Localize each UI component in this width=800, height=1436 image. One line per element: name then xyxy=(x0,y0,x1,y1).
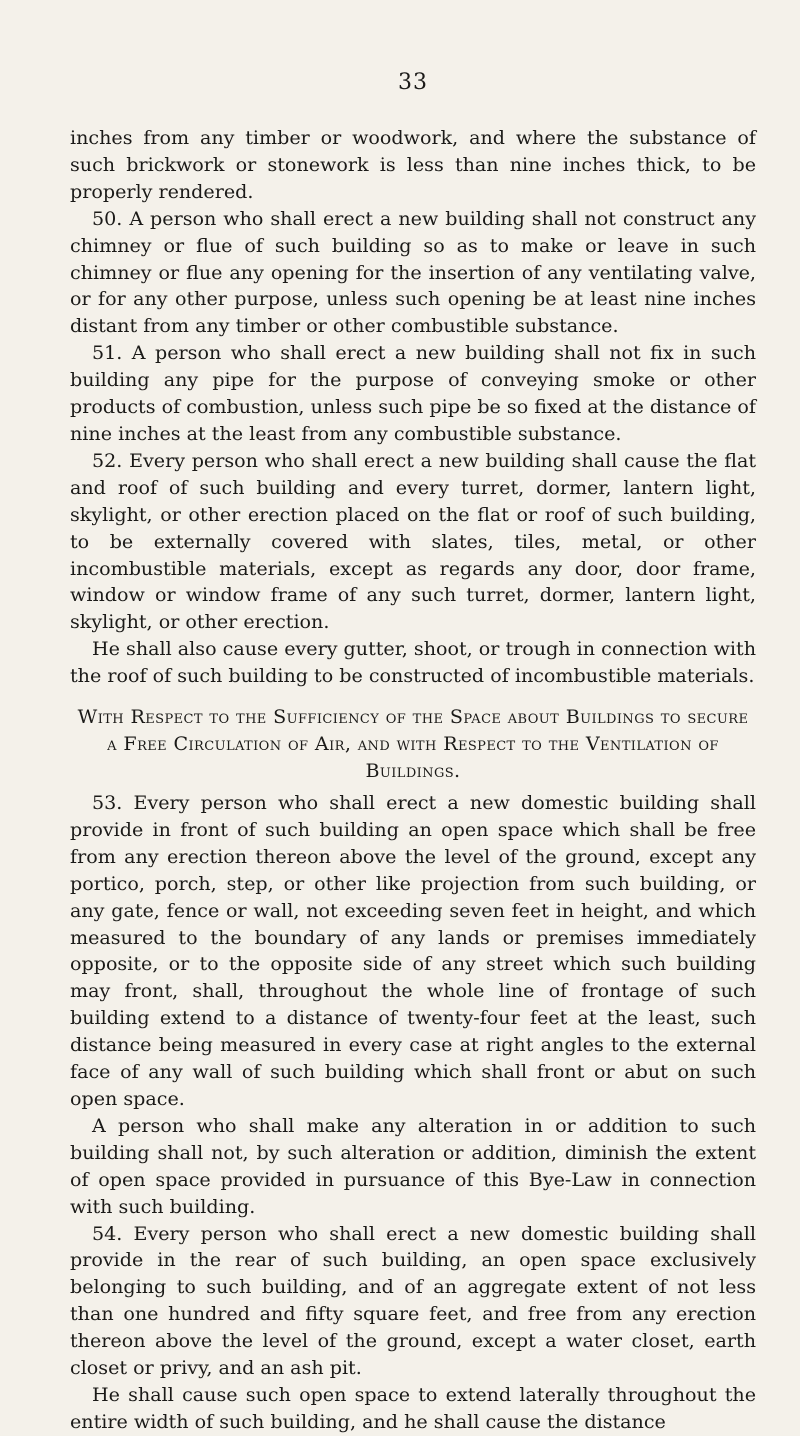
section-heading xyxy=(70,703,756,784)
paragraph-54-lateral: He shall cause such open space to extend laterally throughout the entire width of such building, and he shall cause the distance xyxy=(70,1382,756,1433)
page-number: 33 xyxy=(398,70,428,95)
paragraph-53-alteration: A person who shall make any alteration in or addition to such building shall not, by such alteration or addition, diminish the extent of open space provided in pursuance of this Bye-Law in connection with such building. xyxy=(70,1113,756,1218)
body-text xyxy=(70,125,756,1436)
paragraph-51: 51. A person who shall erect a new building shall not fix in such building any pipe for the purpose of conveying smoke or other products of combustion, unless such pipe be so fixed at the distance of nine inches at the least from any combustible substance. xyxy=(70,341,756,445)
paragraph-continuation: inches from any timber or woodwork, and where the substance of such brickwork or stonework is less than nine inches thick, to be properly rendered. xyxy=(70,126,756,203)
paragraph-53: 53. Every person who shall erect a new domestic building shall provide in front of such building an open space which shall be free from any erection thereon above the level of the ground, except any portico, porch, step, or other like projection from such building, or any gate, fence or wall, not exceeding seven feet in height, and which measured to the boundary of any lands or premises immediately opposite, or to the opposite side of any street which such building may front, shall, throughout the whole line of frontage of such building extend to a distance of twenty-four feet at the least, such distance being measured in every case at right angles to the external face of any wall of such building which shall front or abut on such open space. xyxy=(70,791,756,1110)
section-heading-text: With Respect to the Sufficiency of the Space about Buildings to secure a Free Circulation of Air, and with Respect to the Ventilation of Buildings. xyxy=(77,705,749,783)
paragraph-50: 50. A person who shall erect a new building shall not construct any chimney or flue of such building so as to make or leave in such chimney or flue any opening for the insertion of any ventilating valve, or for any other purpose, unless such opening be at least nine inches distant from any timber or other combustible substance. xyxy=(70,206,756,338)
paragraph-54: 54. Every person who shall erect a new domestic building shall provide in the rear of such building, an open space exclusively belonging to such building, and of an aggregate extent of not less than one hundred and fifty square feet, and free from any erection thereon above the level of the ground, except a water closet, earth closet or privy, and an ash pit. xyxy=(70,1221,756,1380)
paragraph-52-gutter: He shall also cause every gutter, shoot, or trough in connection with the roof of such building to be constructed of incombustible materials. xyxy=(70,637,756,688)
paragraph-52: 52. Every person who shall erect a new building shall cause the flat and roof of such building and every turret, dormer, lantern light, skylight, or other erection placed on the flat or roof of such building, to be externally covered with slates, tiles, metal, or other incombustible materials, except as regards any door, door frame, window or window frame of any such turret, dormer, lantern light, skylight, or other erection. xyxy=(70,448,756,634)
